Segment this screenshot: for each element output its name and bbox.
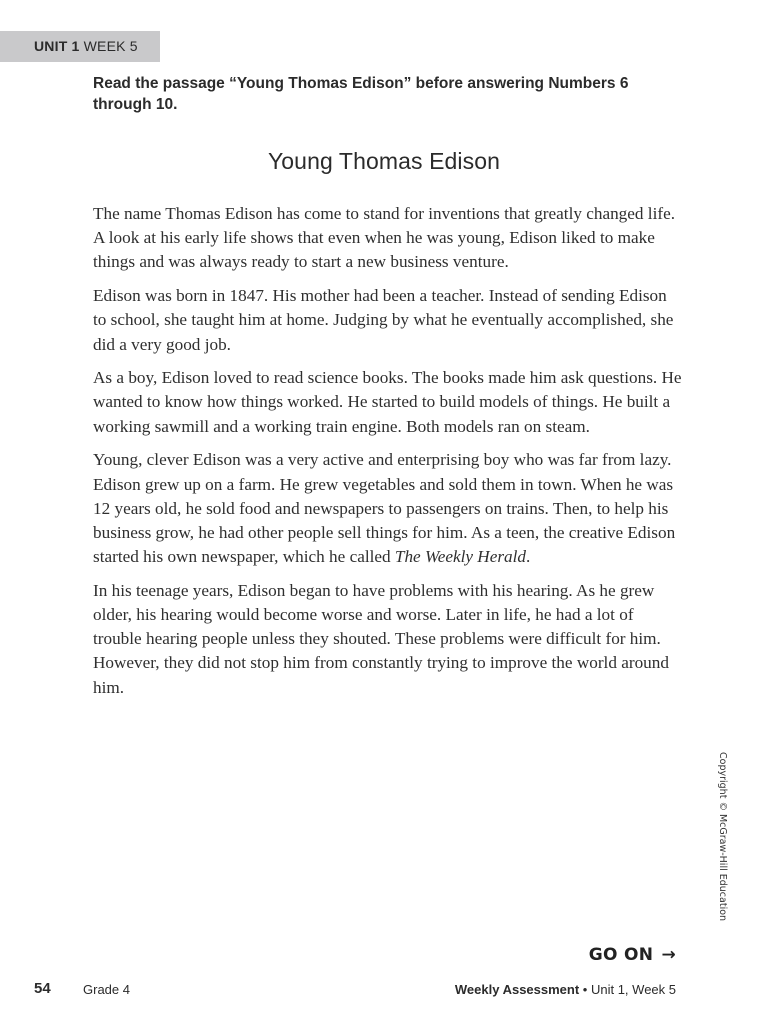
unit-label: UNIT 1 [34,38,80,54]
go-on-prompt [589,945,676,965]
assessment-unit-week: Unit 1, Week 5 [590,982,676,997]
unit-week-tab [0,31,160,62]
paragraph-5: In his teenage years, Edison began to have problems with his hearing. As he grew older, his hearing would become worse and worse. Later in life, he had a lot of trouble hearing people unless they shouted. These problems were difficult for him. However, they did not stop him from constantly trying to improve the world around him. [93,580,669,697]
paragraph-2: Edison was born in 1847. His mother had been a teacher. Instead of sending Edison to school, she taught him at home. Judging by what he eventually accomplished, she did a very good job. [93,286,674,354]
arrow-right-icon: → [661,945,676,965]
paragraph-1: The name Thomas Edison has come to stand for inventions that greatly changed life. A look at his early life shows that even when he was young, Edison liked to make things and was always ready to start a new business venture. [93,204,675,272]
paragraph-4-text: Young, clever Edison was a very active and enterprising boy who was far from lazy. Edison grew up on a farm. He grew vegetables and sold them in town. When he was 12 years old, he sold food and newspapers to passengers on trains. Then, to help his business grow, he had other people sell things for him. As a teen, the creative Edison started his own newspaper, which he called [93,450,676,567]
assessment-label [455,982,676,997]
page-number: 54 [34,980,51,997]
week-label: WEEK 5 [83,38,138,54]
assessment-title: Weekly Assessment [454,982,580,997]
copyright-notice: Copyright © McGraw-Hill Education [717,752,728,922]
page-footer [0,980,768,1002]
passage-body [93,202,683,709]
passage-title: Young Thomas Edison [267,148,501,174]
instructions: Read the passage “Young Thomas Edison” before answering Numbers 6 through 10. [93,75,629,113]
grade-label: Grade 4 [83,982,130,997]
paragraph-4 [93,448,683,569]
paragraph-4-end: . [526,547,531,567]
footer-separator: • [579,982,591,997]
go-on-label: GO ON [588,945,654,965]
paragraph-3: As a boy, Edison loved to read science books. The books made him ask questions. He wanted to know how things worked. He started to build models of things. He built a working sawmill and a working train engine. Both models ran on steam. [93,368,682,436]
newspaper-title: The Weekly Herald [394,547,527,567]
